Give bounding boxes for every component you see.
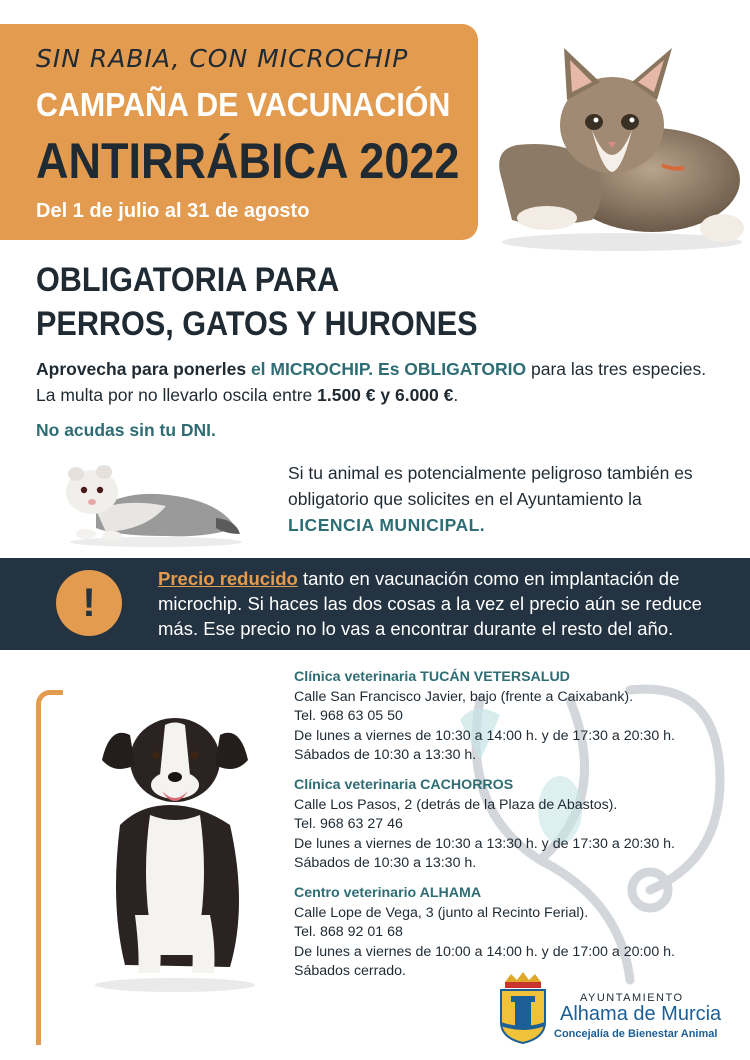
- microchip-text-1: Aprovecha para ponerles: [36, 359, 251, 379]
- clinic-3-address: Calle Lope de Vega, 3 (junto al Recinto Ferial).: [294, 904, 589, 921]
- clinic-2-title: [294, 776, 734, 796]
- orange-bracket-divider: [36, 690, 63, 1045]
- campaign-title: ANTIRRÁBICA 2022: [36, 133, 460, 189]
- clinic-1-phone: Tel. 968 63 05 50: [294, 708, 403, 724]
- clinic-2-name: CACHORROS: [420, 777, 514, 793]
- clinic-1-prefix: Clínica veterinaria: [294, 669, 421, 685]
- clinic-1-title: [294, 668, 734, 688]
- clinic-3: [294, 884, 734, 982]
- reduced-price-body: tanto en vacunación como en implantación de microchip. Si haces las dos cosas a la vez el precio aún se reduce más. Ese precio no lo vas a encontrar durante el resto del año.: [158, 568, 702, 639]
- mandatory-heading: [36, 258, 478, 346]
- clinic-1: [294, 668, 734, 766]
- microchip-paragraph: [36, 356, 716, 408]
- warning-icon: !: [56, 570, 122, 636]
- dangerous-animal-paragraph: [288, 460, 728, 538]
- clinic-3-phone: Tel. 868 92 01 68: [294, 924, 403, 940]
- cat-image: [472, 30, 744, 255]
- clinic-3-title: [294, 884, 734, 904]
- reduced-price-text: [158, 566, 733, 641]
- logo-department: Concejalía de Bienestar Animal: [554, 1028, 718, 1040]
- logo-ayuntamiento: AYUNTAMIENTO: [580, 992, 684, 1004]
- clinic-1-address: Calle San Francisco Javier, bajo (frente a Caixabank).: [294, 688, 634, 705]
- campaign-dates: Del 1 de julio al 31 de agosto: [36, 200, 310, 222]
- dog-image: [80, 705, 260, 995]
- clinic-2-prefix: Clínica veterinaria: [294, 777, 421, 793]
- microchip-text-5: para las tres especies. La multa por no llevarlo oscila entre: [36, 359, 707, 405]
- clinic-1-name: TUCÁN VETERSALUD: [420, 669, 570, 685]
- clinic-3-hours-weekday: De lunes a viernes de 10:00 a 14:00 h. y de 17:00 a 20:00 h.: [294, 943, 675, 960]
- microchip-text-7: .: [453, 385, 459, 405]
- clinic-2: [294, 776, 734, 874]
- microchip-text-3: Es: [373, 359, 405, 379]
- microchip-highlight: el MICROCHIP.: [250, 359, 374, 379]
- mandatory-line-2: PERROS, GATOS Y HURONES: [36, 305, 478, 343]
- campaign-tagline: SIN RABIA, CON MICROCHIP: [36, 44, 409, 73]
- coat-of-arms-logo: [497, 972, 549, 1044]
- logo-town-name: Alhama de Murcia: [560, 1003, 722, 1025]
- clinic-2-address: Calle Los Pasos, 2 (detrás de la Plaza de Abastos).: [294, 796, 618, 813]
- fine-amount: 1.500 € y 6.000 €: [317, 385, 454, 405]
- campaign-subtitle: CAMPAÑA DE VACUNACIÓN: [36, 86, 451, 123]
- clinic-2-hours-weekday: De lunes a viernes de 10:30 a 13:30 h. y de 17:30 a 20:30 h.: [294, 835, 675, 852]
- clinic-1-hours-weekday: De lunes a viernes de 10:30 a 14:00 h. y de 17:30 a 20:30 h.: [294, 727, 675, 744]
- dangerous-text: Si tu animal es potencialmente peligroso también es obligatorio que solicites en el Ayuntamiento la: [288, 463, 693, 509]
- clinic-3-name: ALHAMA: [419, 885, 482, 901]
- obligatorio-highlight: OBLIGATORIO: [404, 359, 527, 379]
- dni-notice: No acudas sin tu DNI.: [36, 420, 216, 440]
- clinic-2-phone: Tel. 968 63 27 46: [294, 816, 403, 832]
- clinic-1-hours-saturday: Sábados de 10:30 a 13:30 h.: [294, 747, 477, 763]
- ferret-image: [56, 448, 242, 548]
- reduced-price-highlight: Precio reducido: [158, 568, 298, 589]
- mandatory-line-1: OBLIGATORIA PARA: [36, 261, 340, 299]
- clinic-2-hours-saturday: Sábados de 10:30 a 13:30 h.: [294, 855, 477, 871]
- clinic-3-hours-saturday: Sábados cerrado.: [294, 963, 406, 979]
- license-highlight: LICENCIA MUNICIPAL.: [288, 515, 486, 535]
- clinic-3-prefix: Centro veterinario: [294, 885, 420, 901]
